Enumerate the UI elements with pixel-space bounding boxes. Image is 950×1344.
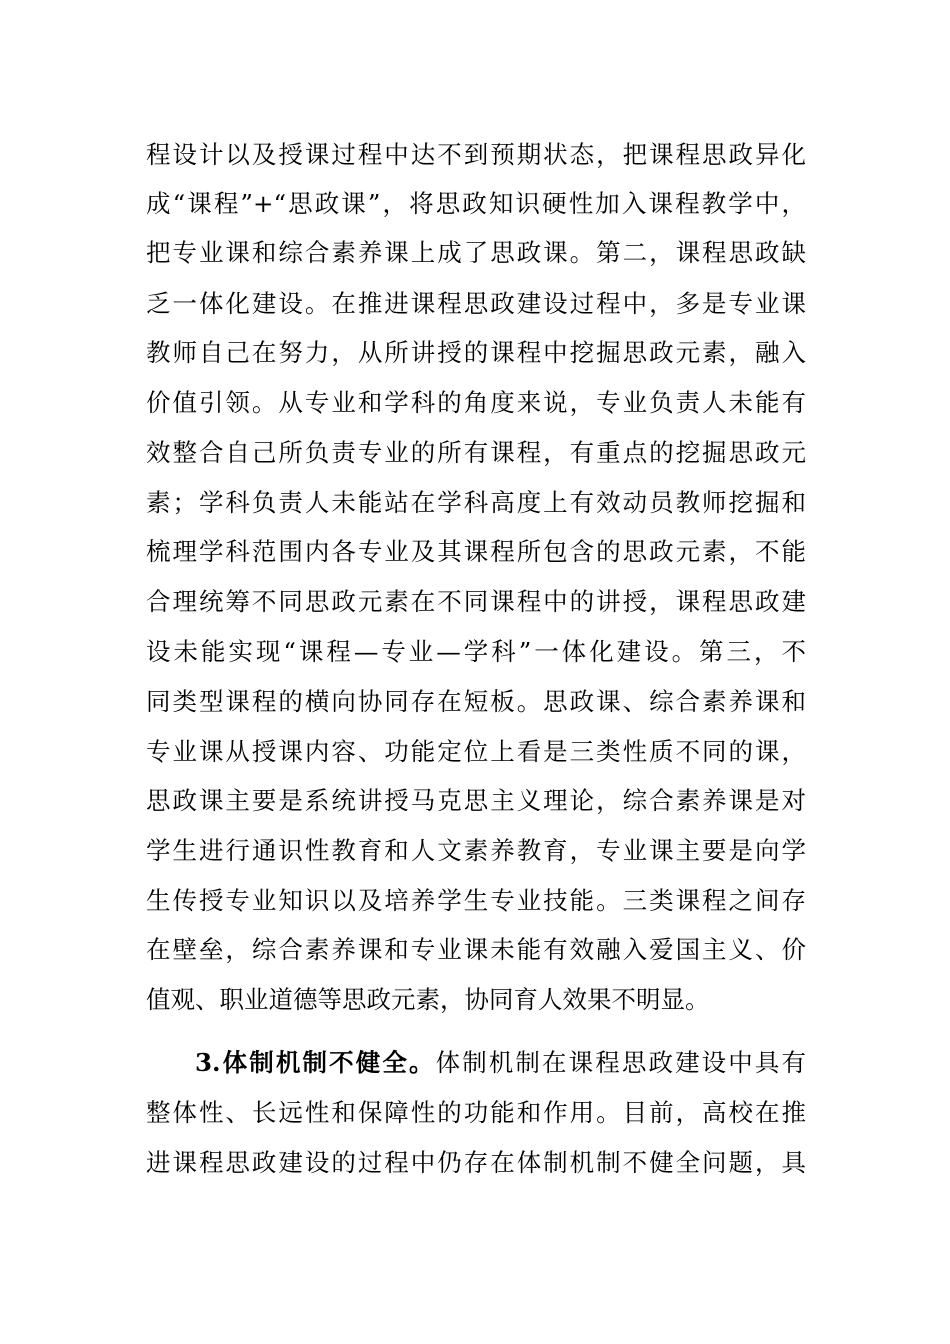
paragraph-line: 合理统筹不同思政元素在不同课程中的讲授，课程思政建 (146, 587, 806, 616)
section-heading: 3.体制机制不健全。 (195, 1048, 436, 1077)
paragraph-line: 学生进行通识性教育和人文素养教育，专业课主要是向学 (146, 836, 806, 865)
paragraph-line: 教师自己在努力，从所讲授的课程中挖掘思政元素，融入 (146, 338, 806, 367)
paragraph-line: 专业课从授课内容、功能定位上看是三类性质不同的课， (146, 737, 806, 766)
paragraph-line: 成“课程”+“思政课”，将思政知识硬性加入课程教学中， (146, 189, 806, 218)
paragraph-line: 把专业课和综合素养课上成了思政课。第二，课程思政缺 (146, 238, 806, 267)
paragraph-line: 生传授专业知识以及培养学生专业技能。三类课程之间存 (146, 886, 806, 915)
paragraph-line-last: 值观、职业道德等思政元素，协同育人效果不明显。 (146, 985, 710, 1014)
paragraph-line: 价值引领。从专业和学科的角度来说，专业负责人未能有 (146, 388, 806, 417)
section-first-line-text: 体制机制在课程思政建设中具有 (435, 1048, 806, 1077)
paragraph-line: 乏一体化建设。在推进课程思政建设过程中，多是专业课 (146, 289, 806, 318)
paragraph-line: 同类型课程的横向协同存在短板。思政课、综合素养课和 (146, 687, 806, 716)
section-first-line (195, 1043, 806, 1083)
paragraph-line: 梳理学科范围内各专业及其课程所包含的思政元素，不能 (146, 537, 806, 566)
paragraph-line: 素；学科负责人未能站在学科高度上有效动员教师挖掘和 (146, 488, 806, 517)
paragraph-line: 设未能实现“课程—专业—学科”一体化建设。第三，不 (146, 637, 806, 666)
paragraph-line: 在壁垒，综合素养课和专业课未能有效融入爱国主义、价 (146, 935, 806, 964)
paragraph-line: 进课程思政建设的过程中仍存在体制机制不健全问题，具 (146, 1148, 806, 1177)
paragraph-line: 程设计以及授课过程中达不到预期状态，把课程思政异化 (146, 140, 806, 169)
paragraph-line: 思政课主要是系统讲授马克思主义理论，综合素养课是对 (146, 786, 806, 815)
paragraph-line: 效整合自己所负责专业的所有课程，有重点的挖掘思政元 (146, 438, 806, 467)
paragraph-line: 整体性、长远性和保障性的功能和作用。目前，高校在推 (146, 1098, 806, 1127)
